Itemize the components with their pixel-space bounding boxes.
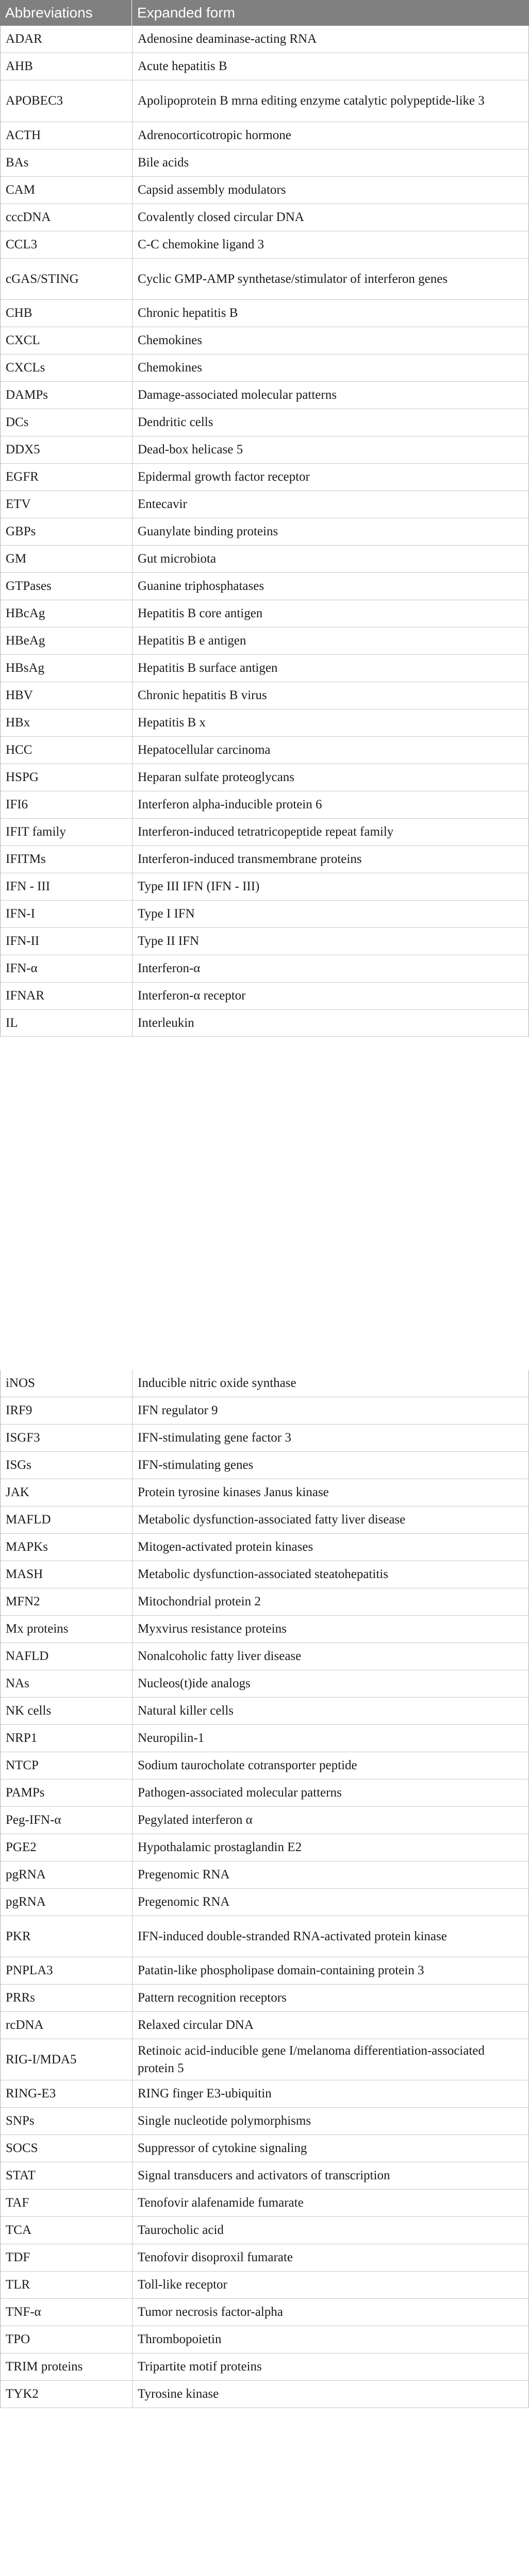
expanded-form-cell: Interferon-α receptor — [138, 989, 246, 1003]
expanded-form-cell: Guanine triphosphatases — [138, 579, 264, 593]
abbreviation-cell: pgRNA — [1, 1861, 133, 1888]
table-row — [1, 1010, 528, 1037]
table-row — [1, 149, 528, 177]
table-row — [1, 1698, 528, 1725]
table-row — [1, 573, 528, 600]
table-row — [1, 436, 528, 464]
table-row — [1, 600, 528, 628]
expanded-form-cell: Tyrosine kinase — [138, 2387, 219, 2401]
abbreviation-cell: HBx — [1, 709, 133, 736]
table-row — [1, 955, 528, 982]
table-row — [1, 1752, 528, 1780]
expanded-form-cell: Patatin-like phospholipase domain-containing protein 3 — [138, 1963, 424, 1977]
table-row — [1, 409, 528, 436]
table-row — [1, 1957, 528, 1985]
table-row — [1, 327, 528, 354]
abbreviation-cell: rcDNA — [1, 2012, 133, 2039]
table-row — [1, 464, 528, 491]
expanded-form-cell: IFN-stimulating gene factor 3 — [138, 1431, 291, 1445]
abbreviation-cell: PRRs — [1, 1985, 133, 2011]
expanded-form-cell: Myxvirus resistance proteins — [138, 1622, 287, 1636]
expanded-form-cell: Hepatitis B core antigen — [138, 606, 263, 620]
abbreviation-cell: IFN-α — [1, 955, 133, 982]
abbreviation-cell: EGFR — [1, 464, 133, 490]
abbreviations-table-part-2 — [0, 1370, 529, 2408]
header-expanded-form: Expanded form — [137, 5, 235, 21]
abbreviation-cell: SNPs — [1, 2108, 133, 2134]
expanded-form-cell: IFN-induced double-stranded RNA-activated protein kinase — [138, 1929, 447, 1943]
table-row — [1, 382, 528, 409]
table-row — [1, 1780, 528, 1807]
expanded-form-cell: Nonalcoholic fatty liver disease — [138, 1649, 302, 1663]
expanded-form-cell: Interleukin — [138, 1015, 194, 1030]
expanded-form-cell: Metabolic dysfunction-associated steatohepatitis — [138, 1567, 388, 1581]
expanded-form-cell: Taurocholic acid — [138, 2223, 224, 2237]
abbreviation-cell: GTPases — [1, 573, 133, 600]
abbreviation-cell: CHB — [1, 300, 133, 327]
expanded-form-cell: C-C chemokine ligand 3 — [138, 238, 264, 251]
table-row — [1, 846, 528, 873]
table-row — [1, 2012, 528, 2039]
abbreviation-cell: NK cells — [1, 1698, 133, 1724]
expanded-form-cell: Type I IFN — [138, 907, 195, 921]
abbreviation-cell: DDX5 — [1, 436, 133, 463]
abbreviation-cell: ISGs — [1, 1452, 133, 1479]
abbreviation-cell: CXCLs — [1, 354, 133, 381]
abbreviation-cell: ISGF3 — [1, 1425, 133, 1451]
expanded-form-cell: RING finger E3-ubiquitin — [138, 2087, 272, 2100]
expanded-form-cell: Pattern recognition receptors — [138, 1991, 287, 2005]
abbreviation-cell: ACTH — [1, 122, 133, 149]
expanded-form-cell: Guanylate binding proteins — [138, 524, 278, 538]
table-row — [1, 764, 528, 791]
table-row — [1, 2326, 528, 2353]
table-row — [1, 2135, 528, 2162]
header-abbreviations: Abbreviations — [0, 0, 132, 26]
abbreviation-cell: cGAS/STING — [1, 259, 133, 299]
expanded-form-cell: Dendritic cells — [138, 415, 213, 429]
expanded-form-cell: Interferon-induced transmembrane proteins — [138, 852, 362, 866]
abbreviation-cell: HBsAg — [1, 655, 133, 682]
table-row — [1, 1916, 528, 1957]
table-row — [1, 1725, 528, 1752]
expanded-form-cell: Type II IFN — [138, 934, 200, 948]
expanded-form-cell: Tenofovir alafenamide fumarate — [138, 2196, 304, 2210]
expanded-form-cell: Bile acids — [138, 156, 189, 170]
abbreviation-cell: HSPG — [1, 764, 133, 791]
abbreviation-cell: DCs — [1, 409, 133, 436]
expanded-form-cell: Chronic hepatitis B virus — [138, 688, 267, 702]
expanded-form-cell: Epidermal growth factor receptor — [138, 470, 310, 484]
abbreviation-cell: IFIT family — [1, 819, 133, 845]
table-row — [1, 2353, 528, 2381]
abbreviation-cell: RING-E3 — [1, 2080, 133, 2107]
expanded-form-cell: Mitochondrial protein 2 — [138, 1595, 261, 1608]
abbreviation-cell: pgRNA — [1, 1889, 133, 1916]
table-row — [1, 2108, 528, 2135]
table-row — [1, 1506, 528, 1534]
table-row — [1, 1643, 528, 1670]
abbreviation-cell: NRP1 — [1, 1725, 133, 1752]
abbreviation-cell: MFN2 — [1, 1588, 133, 1615]
table-row — [1, 1370, 528, 1397]
abbreviation-cell: TAF — [1, 2190, 133, 2216]
abbreviation-cell: CAM — [1, 177, 133, 204]
table-row — [1, 901, 528, 928]
expanded-form-cell: Thrombopoietin — [138, 2332, 222, 2346]
table-row — [1, 1425, 528, 1452]
abbreviation-cell: Peg-IFN-α — [1, 1807, 133, 1834]
expanded-form-cell: Hypothalamic prostaglandin E2 — [138, 1840, 302, 1854]
abbreviation-cell: IFNAR — [1, 982, 133, 1009]
abbreviation-cell: MAFLD — [1, 1506, 133, 1533]
abbreviation-cell: TYK2 — [1, 2381, 133, 2408]
table-row — [1, 2272, 528, 2299]
table-row — [1, 204, 528, 231]
expanded-form-cell: Adrenocorticotropic hormone — [138, 128, 291, 142]
table-row — [1, 655, 528, 682]
expanded-form-cell: Protein tyrosine kinases Janus kinase — [138, 1485, 329, 1499]
abbreviation-cell: NTCP — [1, 1752, 133, 1779]
table-row — [1, 682, 528, 709]
abbreviation-cell: IFN-II — [1, 928, 133, 955]
abbreviations-table-part-1 — [0, 0, 529, 1037]
table-row — [1, 1534, 528, 1561]
expanded-form-cell: Chronic hepatitis B — [138, 306, 238, 320]
expanded-form-cell: Tumor necrosis factor-alpha — [138, 2305, 283, 2319]
expanded-form-cell: IFN-stimulating genes — [138, 1458, 254, 1472]
expanded-form-cell: Nucleos(t)ide analogs — [138, 1676, 251, 1690]
table-row — [1, 26, 528, 53]
table-body — [0, 26, 529, 1037]
abbreviation-cell: IFN - III — [1, 873, 133, 900]
table-row — [1, 2381, 528, 2408]
abbreviation-cell: cccDNA — [1, 204, 133, 231]
table-row — [1, 53, 528, 80]
table-row — [1, 1561, 528, 1588]
abbreviation-cell: IFN-I — [1, 901, 133, 927]
expanded-form-cell: Toll-like receptor — [138, 2278, 227, 2292]
expanded-form-cell: Adenosine deaminase-acting RNA — [138, 32, 317, 46]
abbreviation-cell: IL — [1, 1010, 133, 1036]
abbreviation-cell: TCA — [1, 2217, 133, 2244]
expanded-form-cell: IFN regulator 9 — [138, 1403, 218, 1417]
expanded-form-cell: Hepatitis B e antigen — [138, 634, 246, 648]
table-row — [1, 873, 528, 901]
table-header — [0, 0, 529, 26]
expanded-form-cell: Mitogen-activated protein kinases — [138, 1540, 313, 1554]
table-row — [1, 2039, 528, 2080]
expanded-form-cell: Gut microbiota — [138, 552, 217, 566]
expanded-form-cell: Pegylated interferon α — [138, 1813, 253, 1827]
expanded-form-cell: Neuropilin-1 — [138, 1731, 205, 1745]
abbreviation-cell: PAMPs — [1, 1780, 133, 1806]
table-row — [1, 1889, 528, 1916]
table-row — [1, 122, 528, 149]
expanded-form-cell: Sodium taurocholate cotransporter peptide — [138, 1758, 357, 1772]
abbreviation-cell: GBPs — [1, 518, 133, 545]
table-row — [1, 819, 528, 846]
expanded-form-cell: Suppressor of cytokine signaling — [138, 2141, 307, 2155]
table-row — [1, 2217, 528, 2244]
abbreviation-cell: RIG-I/MDA5 — [1, 2039, 133, 2080]
table-row — [1, 2244, 528, 2272]
expanded-form-cell: Relaxed circular DNA — [138, 2018, 254, 2032]
abbreviation-cell: GM — [1, 546, 133, 572]
abbreviation-cell: PKR — [1, 1916, 133, 1957]
abbreviation-cell: CCL3 — [1, 231, 133, 258]
table-row — [1, 1452, 528, 1479]
expanded-form-cell: Pregenomic RNA — [138, 1895, 230, 1909]
expanded-form-cell: Metabolic dysfunction-associated fatty liver disease — [138, 1513, 406, 1527]
table-row — [1, 491, 528, 518]
abbreviation-cell: iNOS — [1, 1370, 133, 1397]
table-row — [1, 2080, 528, 2108]
table-row — [1, 2299, 528, 2326]
table-row — [1, 1616, 528, 1643]
table-row — [1, 1861, 528, 1889]
abbreviation-cell: STAT — [1, 2162, 133, 2189]
table-row — [1, 177, 528, 204]
table-row — [1, 2190, 528, 2217]
expanded-form-cell: Pathogen-associated molecular patterns — [138, 1786, 342, 1800]
abbreviation-cell: JAK — [1, 1479, 133, 1506]
expanded-form-cell: Tripartite motif proteins — [138, 2360, 262, 2374]
abbreviation-cell: TDF — [1, 2244, 133, 2271]
abbreviation-cell: IRF9 — [1, 1397, 133, 1424]
expanded-form-cell: Chemokines — [138, 361, 202, 375]
abbreviation-cell: SOCS — [1, 2135, 133, 2162]
table-body — [0, 1370, 529, 2408]
abbreviation-cell: MAPKs — [1, 1534, 133, 1561]
expanded-form-cell: Hepatitis B x — [138, 716, 206, 730]
abbreviation-cell: HCC — [1, 737, 133, 764]
table-row — [1, 2162, 528, 2190]
table-row — [1, 982, 528, 1010]
expanded-form-cell: Chemokines — [138, 333, 202, 347]
table-row — [1, 709, 528, 737]
abbreviation-cell: BAs — [1, 149, 133, 176]
table-row — [1, 1985, 528, 2012]
table-row — [1, 518, 528, 546]
expanded-form-cell: Covalently closed circular DNA — [138, 210, 304, 224]
abbreviation-cell: AHB — [1, 53, 133, 80]
table-row — [1, 1807, 528, 1834]
expanded-form-cell: Interferon-α — [138, 961, 201, 975]
expanded-form-cell: Dead-box helicase 5 — [138, 443, 243, 456]
expanded-form-cell: Signal transducers and activators of transcription — [138, 2168, 390, 2182]
table-row — [1, 737, 528, 764]
table-row — [1, 300, 528, 327]
expanded-form-cell: Retinoic acid-inducible gene I/melanoma differentiation-associated protein 5 — [138, 2043, 485, 2075]
abbreviation-cell: PGE2 — [1, 1834, 133, 1861]
table-row — [1, 546, 528, 573]
expanded-form-cell: Damage-associated molecular patterns — [138, 388, 337, 402]
expanded-form-cell: Entecavir — [138, 497, 187, 511]
expanded-form-cell: Apolipoprotein B mrna editing enzyme catalytic polypeptide-like 3 — [138, 94, 485, 108]
table-row — [1, 628, 528, 655]
table-row — [1, 791, 528, 819]
abbreviation-cell: CXCL — [1, 327, 133, 354]
expanded-form-cell: Heparan sulfate proteoglycans — [138, 770, 295, 784]
abbreviation-cell: NAs — [1, 1670, 133, 1697]
expanded-form-cell: Tenofovir disoproxil fumarate — [138, 2250, 293, 2264]
expanded-form-cell: Hepatocellular carcinoma — [138, 743, 271, 757]
abbreviation-cell: TRIM proteins — [1, 2353, 133, 2380]
table-row — [1, 354, 528, 382]
table-row — [1, 1397, 528, 1425]
abbreviation-cell: HBeAg — [1, 628, 133, 654]
expanded-form-cell: Inducible nitric oxide synthase — [138, 1376, 296, 1390]
expanded-form-cell: Natural killer cells — [138, 1704, 234, 1718]
table-row — [1, 1670, 528, 1698]
expanded-form-cell: Acute hepatitis B — [138, 59, 227, 73]
abbreviation-cell: IFI6 — [1, 791, 133, 818]
abbreviation-cell: ETV — [1, 491, 133, 518]
table-row — [1, 928, 528, 955]
table-row — [1, 80, 528, 122]
expanded-form-cell: Interferon-induced tetratricopeptide repeat family — [138, 825, 394, 839]
table-row — [1, 231, 528, 259]
abbreviation-cell: TNF-α — [1, 2299, 133, 2326]
expanded-form-cell: Single nucleotide polymorphisms — [138, 2114, 311, 2128]
expanded-form-cell: Type III IFN (IFN - III) — [138, 879, 260, 893]
expanded-form-cell: Interferon alpha-inducible protein 6 — [138, 798, 322, 811]
abbreviation-cell: IFITMs — [1, 846, 133, 873]
expanded-form-cell: Hepatitis B surface antigen — [138, 661, 278, 675]
abbreviation-cell: PNPLA3 — [1, 1957, 133, 1984]
abbreviation-cell: HBcAg — [1, 600, 133, 627]
abbreviation-cell: ADAR — [1, 26, 133, 53]
table-row — [1, 1588, 528, 1616]
table-row — [1, 1479, 528, 1506]
abbreviation-cell: APOBEC3 — [1, 80, 133, 122]
abbreviation-cell: TLR — [1, 2272, 133, 2298]
abbreviation-cell: Mx proteins — [1, 1616, 133, 1642]
table-row — [1, 259, 528, 300]
expanded-form-cell: Cyclic GMP-AMP synthetase/stimulator of interferon genes — [138, 272, 448, 286]
expanded-form-cell: Pregenomic RNA — [138, 1868, 230, 1882]
abbreviation-cell: DAMPs — [1, 382, 133, 409]
abbreviation-cell: NAFLD — [1, 1643, 133, 1670]
abbreviation-cell: TPO — [1, 2326, 133, 2353]
abbreviation-cell: MASH — [1, 1561, 133, 1588]
table-row — [1, 1834, 528, 1861]
expanded-form-cell: Capsid assembly modulators — [138, 183, 286, 197]
abbreviation-cell: HBV — [1, 682, 133, 709]
